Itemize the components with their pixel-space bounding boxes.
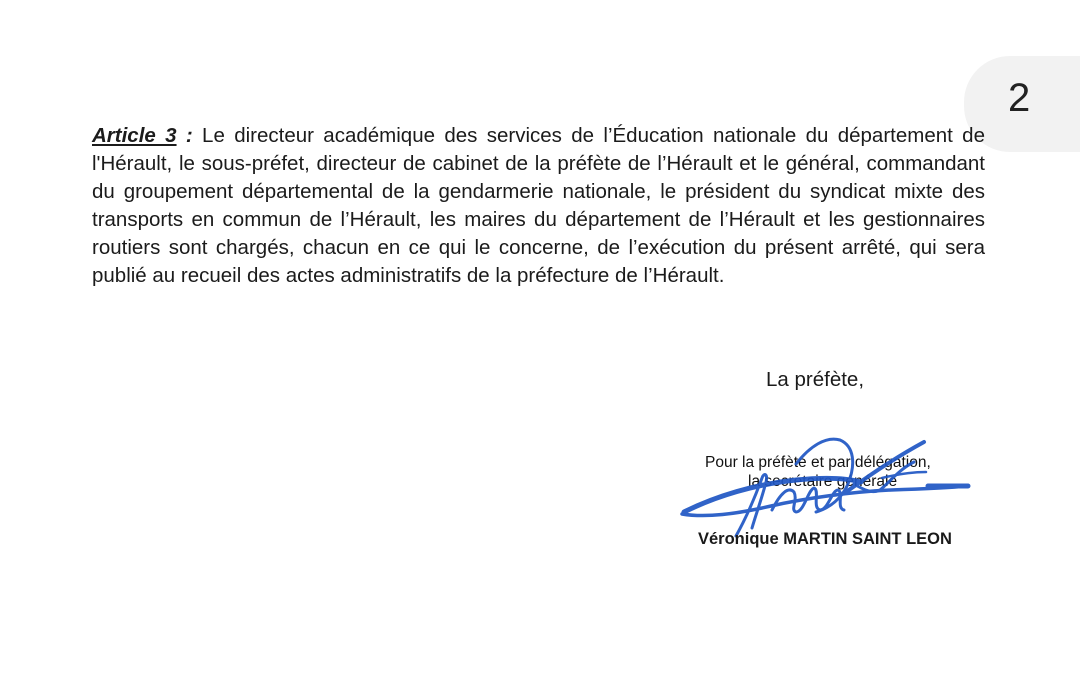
- handwritten-signature: [676, 428, 996, 538]
- article-text: Le directeur académique des services de l’Éducation nationale du département de l'Hérault, le sous-préfet, directeur de cabinet de la préfète de l’Hérault et le général, commandant du groupement départemental de la gendarmerie nationale, le président du syndicat mixte des transports en commun de l’Hérault, les maires du département de l’Hérault et les gestionnaires routiers sont chargés, chacun en ce qui le concerne, de l’exécution du présent arrêté, qui sera publié au recueil des actes administratifs de la préfecture de l’Hérault.: [92, 124, 985, 287]
- article-3-paragraph: [92, 122, 985, 290]
- page-number: 2: [1008, 76, 1031, 120]
- signature-closing: La préfète,: [766, 368, 865, 391]
- signer-name: Véronique MARTIN SAINT LEON: [698, 530, 952, 548]
- article-colon: :: [176, 124, 193, 147]
- role-line: la secrétaire générale: [748, 473, 898, 490]
- article-label: Article 3: [92, 124, 177, 147]
- signature-block: [676, 428, 996, 568]
- delegation-line: Pour la préfète et par délégation,: [705, 454, 931, 471]
